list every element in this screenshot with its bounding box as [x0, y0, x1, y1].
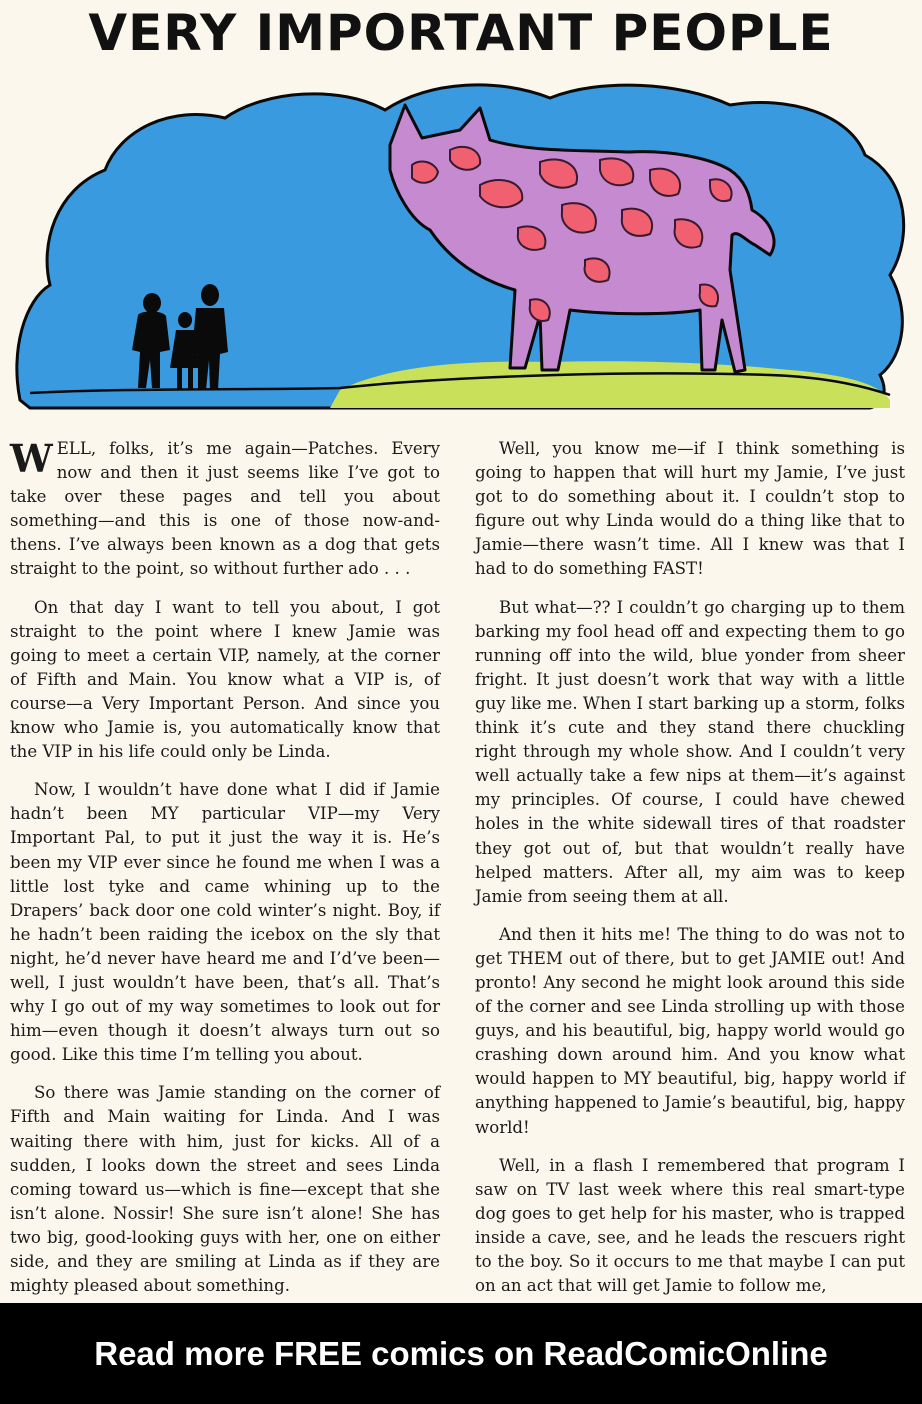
page-title: VERY IMPORTANT PEOPLE: [88, 4, 834, 62]
paragraph: Now, I wouldn’t have done what I did if Jamie hadn’t been MY particular VIP—my Very Important Pal, to put it just the way it is. He’s been my VIP ever since he found me when I was a little lost tyke and came whining up to the Drapers’ back door one cold winter’s night. Boy, if he hadn’t been raiding the icebox on the sly that night, he’d never have heard me and I’d’ve been—well, I just wouldn’t have been, that’s all. That’s why I go out of my way sometimes to look out for him—even though it doesn’t always turn out so good. Like this time I’m telling you about.: [10, 780, 440, 1065]
drop-cap: W: [10, 436, 53, 481]
paragraph: Well, you know me—if I think something is going to happen that will hurt my Jamie, I’ve just got to do something about it. I couldn’t stop to figure out why Linda would do a thing like that to Jamie—there wasn’t time. All I knew was that I had to do something FAST!: [475, 439, 905, 579]
paragraph: Well, in a flash I remembered that program I saw on TV last week where this real smart-type dog goes to get help for his master, who is trapped inside a cave, see, and he leads the rescuers right to the boy. So it occurs to me that maybe I can put on an act that will get Jamie to follow me,: [475, 1155, 905, 1296]
illustration: [10, 70, 914, 410]
right-column: [475, 437, 905, 1312]
paragraph: WELL, folks, it’s me again—Patches. Every now and then it just seems like I’ve got to take over these pages and tell you about something—and this is one of those now-and-thens. I’ve always been known as a dog that gets straight to the point, so without further ado . . .: [10, 436, 440, 579]
left-column: [10, 437, 440, 1312]
footer-banner[interactable]: [0, 1303, 922, 1404]
paragraph: And then it hits me! The thing to do was not to get THEM out of there, but to get JAMIE out! And pronto! Any second he might look around this side of the corner and see Linda strolling up with those guys, and his beautiful, big, happy world would go crashing down around him. And you know what would happen to MY beautiful, big, happy world if anything happened to Jamie’s beautiful, big, happy world!: [475, 924, 905, 1137]
paragraph: On that day I want to tell you about, I got straight to the point where I knew Jamie was going to meet a certain VIP, namely, at the corner of Fifth and Main. You know what a VIP is, of course—a Very Important Person. And since you know who Jamie is, you automatically know that the VIP in his life could only be Linda.: [10, 597, 440, 762]
footer-text[interactable]: Read more FREE comics on ReadComicOnline: [94, 1334, 828, 1372]
paragraph: But what—?? I couldn’t go charging up to them barking my fool head off and expecting them to go running off into the wild, blue yonder from sheer fright. It just doesn’t work that way with a little guy like me. When I start barking up a storm, folks think it’s cute and they stand there chuckling right through my whole show. And I couldn’t very well actually take a few nips at them—it’s against my principles. Of course, I could have chewed holes in the white sidewall tires of that roadster they got out of, but that wouldn’t really have helped matters. After all, my aim was to keep Jamie from seeing them at all.: [475, 597, 905, 906]
paragraph: So there was Jamie standing on the corner of Fifth and Main waiting for Linda. And I was waiting there with him, just for kicks. All of a sudden, I looks down the street and sees Linda coming toward us—which is fine—except that she isn’t alone. Nossir! She sure isn’t alone! She has two big, good-looking guys with her, one on either side, and they are smiling at Linda as if they are mighty pleased about something.: [10, 1083, 440, 1296]
